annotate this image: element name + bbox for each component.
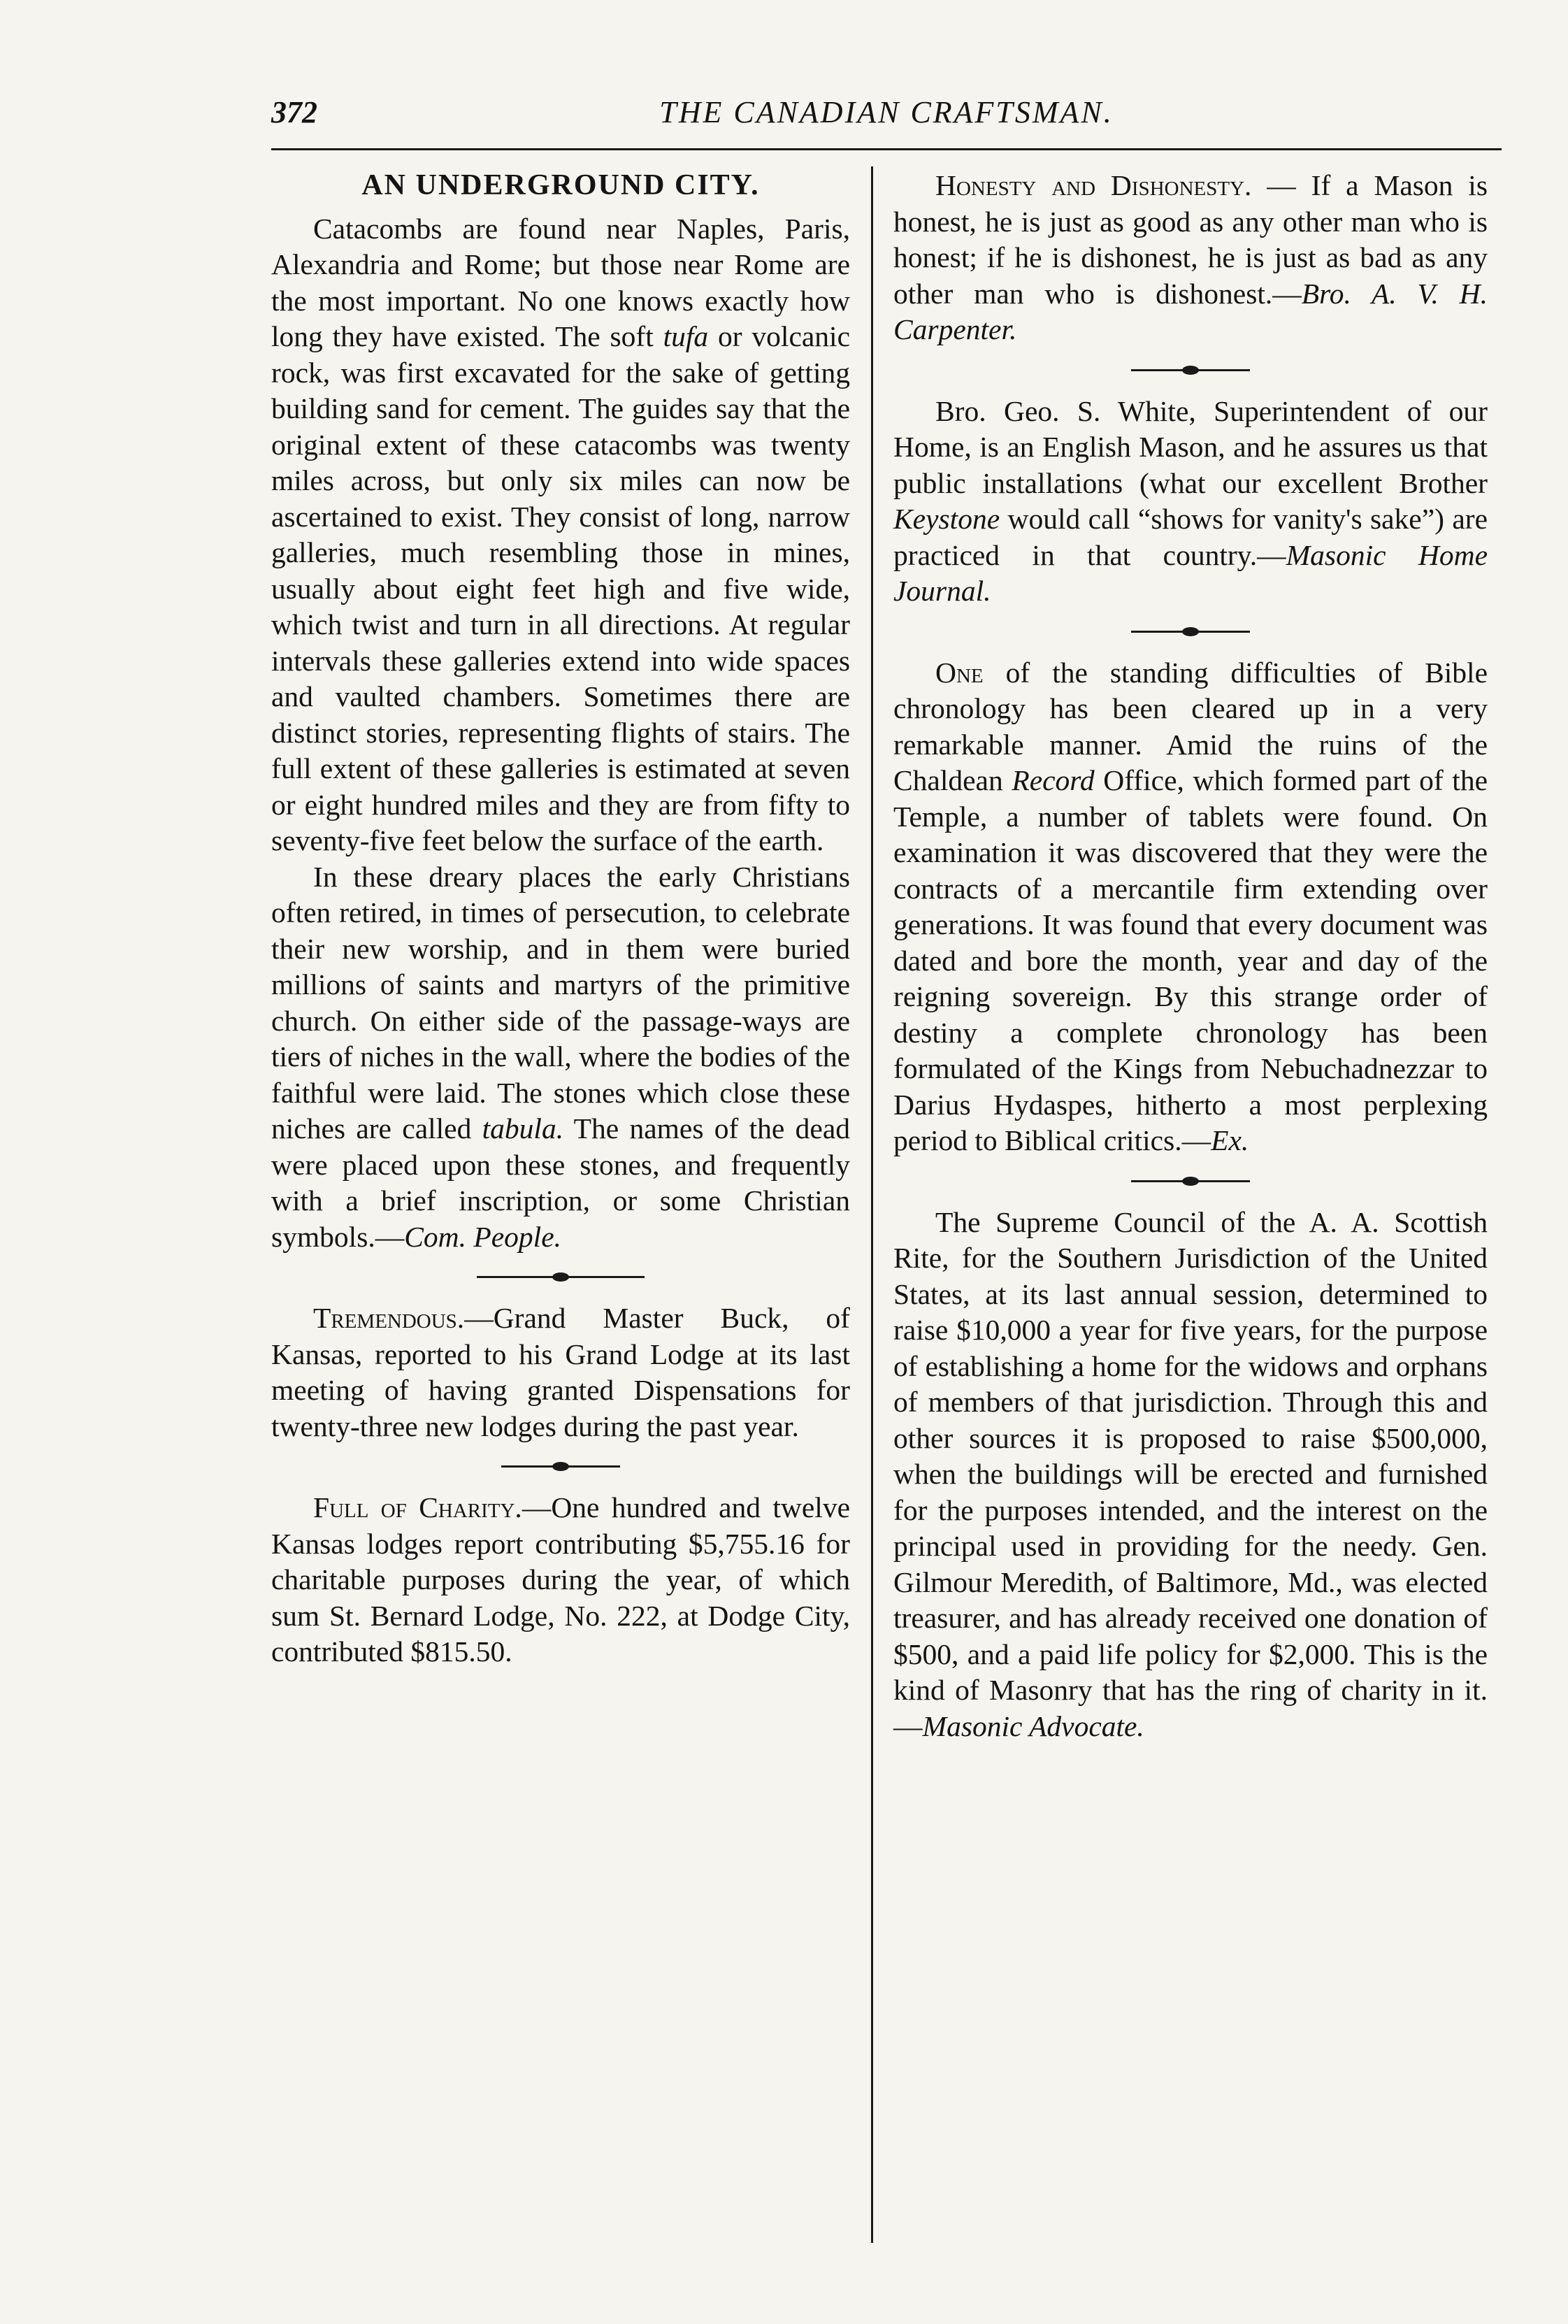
- article-paragraph: [271, 1490, 850, 1670]
- paragraph-text: Bro. Geo. S. White, Superintendent of our Home, is an English Mason, and he assures us that public installations (what our excellent Brother: [893, 394, 1488, 499]
- paragraph-text: or volcanic rock, was first excavated for the sake of getting building sand for cement. The guides say that the original extent of these catacombs was twenty miles across, but only six miles can now be ascertained to exist. They consist of long, narrow galleries, much resembling those in mines, usually about eight feet high and five wide, which twist and turn in all directions. At regular intervals these galleries extend into wide spaces and vaulted chambers. Sometimes there are distinct stories, representing flights of stairs. The full extent of these galleries is estimated at seven or eight hundred miles and they are from fifty to seventy-five feet below the surface of the earth.: [271, 320, 851, 856]
- article-tremendous: [271, 1300, 850, 1444]
- page-number: 372: [271, 95, 317, 129]
- article-source: Masonic Home Journal.: [893, 538, 1488, 607]
- article-paragraph: [893, 394, 1488, 610]
- article-lead: Honesty and Dishonesty.: [935, 169, 1252, 201]
- article-underground-city: [271, 168, 850, 1255]
- article-supreme-council: [893, 1205, 1488, 1745]
- section-separator: [501, 1465, 620, 1468]
- page-title: THE CANADIAN CRAFTSMAN.: [659, 95, 1114, 129]
- paragraph-text: In these dreary places the early Christians often retired, in times of persecution, to celebrate their new worship, and in them were buried millions of saints and martyrs of the primitive church. On either side of the passage-ways are tiers of niches in the wall, where the bodies of the faithful were laid. The stones which close these niches are called: [271, 860, 850, 1145]
- article-paragraph: [271, 859, 850, 1256]
- article-lead: Full of Charity.: [313, 1491, 522, 1523]
- italic-term: Record: [1012, 764, 1095, 796]
- section-separator: [1131, 631, 1250, 633]
- paragraph-text: Catacombs are found near Naples, Paris, Alexandria and Rome; but those near Rome are the most important. No one knows exactly how long they have existed. The soft: [271, 212, 850, 352]
- article-source: Com. People.: [404, 1220, 561, 1253]
- header-rule: [271, 148, 1502, 150]
- article-heading: AN UNDERGROUND CITY.: [361, 169, 760, 201]
- paragraph-text: —One hundred and twelve Kansas lodges report contributing $5,755.16 for charitable purposes during the year, of which sum St. Bernard Lodge, No. 222, at Dodge City, contributed $815.50.: [271, 1491, 851, 1667]
- paragraph-text: — If a Mason is honest, he is just as good as any other man who is honest; if he is dishonest, he is just as bad as any other man who is dishonest.—: [893, 169, 1488, 310]
- article-paragraph: [271, 211, 850, 859]
- article-paragraph: [893, 655, 1488, 1159]
- italic-term: tabula.: [482, 1112, 564, 1145]
- newspaper-page: [271, 0, 1502, 2324]
- article-source: Masonic Advocate.: [922, 1709, 1144, 1742]
- italic-term: Keystone: [893, 503, 1000, 535]
- paragraph-text: of the standing difficulties of Bible chronology has been cleared up in a very remarkable manner. Amid the ruins of the Chaldean: [893, 656, 1488, 796]
- article-lead: One: [935, 656, 984, 689]
- article-honesty: [893, 168, 1488, 348]
- paragraph-text: would call “shows for vanity's sake”) are practiced in that country.—: [893, 503, 1488, 571]
- italic-term: tufa: [663, 320, 709, 352]
- article-geo-white: [893, 394, 1488, 610]
- paragraph-text: —Grand Master Buck, of Kansas, reported to his Grand Lodge at its last meeting of having granted Dispensations for twenty-three new lodges during the past year.: [271, 1302, 850, 1442]
- paragraph-text: The Supreme Council of the A. A. Scottish Rite, for the Southern Jurisdiction of the United States, at its last annual session, determined to raise $10,000 a year for five years, for the purpose of establishing a home for the widows and orphans of members of that jurisdiction. Through this and other sources it is proposed to raise $500,000, when the buildings will be erected and furnished for the purposes intended, and the interest on the principal used in providing for the needy. Gen. Gilmour Meredith, of Baltimore, Md., was elected treasurer, and has already received one donation of $500, and a paid life policy for $2,000. This is the kind of Masonry that has the ring of charity in it.—: [893, 1205, 1488, 1742]
- article-full-of-charity: [271, 1490, 850, 1670]
- paragraph-text: The names of the dead were placed upon these stones, and frequently with a brief inscription, or some Christian symbols.—: [271, 1112, 850, 1253]
- section-separator: [1131, 369, 1250, 371]
- article-lead: Tremendous.: [313, 1302, 465, 1334]
- article-paragraph: [893, 1205, 1488, 1745]
- section-separator: [1131, 1180, 1250, 1182]
- article-source: Ex.: [1211, 1124, 1249, 1156]
- right-column: [893, 168, 1488, 1744]
- article-paragraph: [893, 168, 1488, 348]
- paragraph-text: Office, which formed part of the Temple, a number of tablets were found. On examination it was discovered that they were the contracts of a mercantile firm extending over generations. It was found that every document was dated and bore the month, year and day of the reigning sovereign. By this strange order of destiny a complete chronology has been formulated of the Kings from Nebuchadnezzar to Darius Hydaspes, hitherto a most perplexing period to Biblical critics.—: [893, 764, 1488, 1156]
- article-source: Bro. A. V. H. Carpenter.: [893, 277, 1488, 345]
- section-separator: [477, 1276, 645, 1278]
- page-header: [271, 94, 1502, 136]
- column-divider: [871, 166, 873, 2243]
- article-paragraph: [271, 1300, 850, 1444]
- article-chronology: [893, 655, 1488, 1159]
- left-column: [271, 168, 850, 1670]
